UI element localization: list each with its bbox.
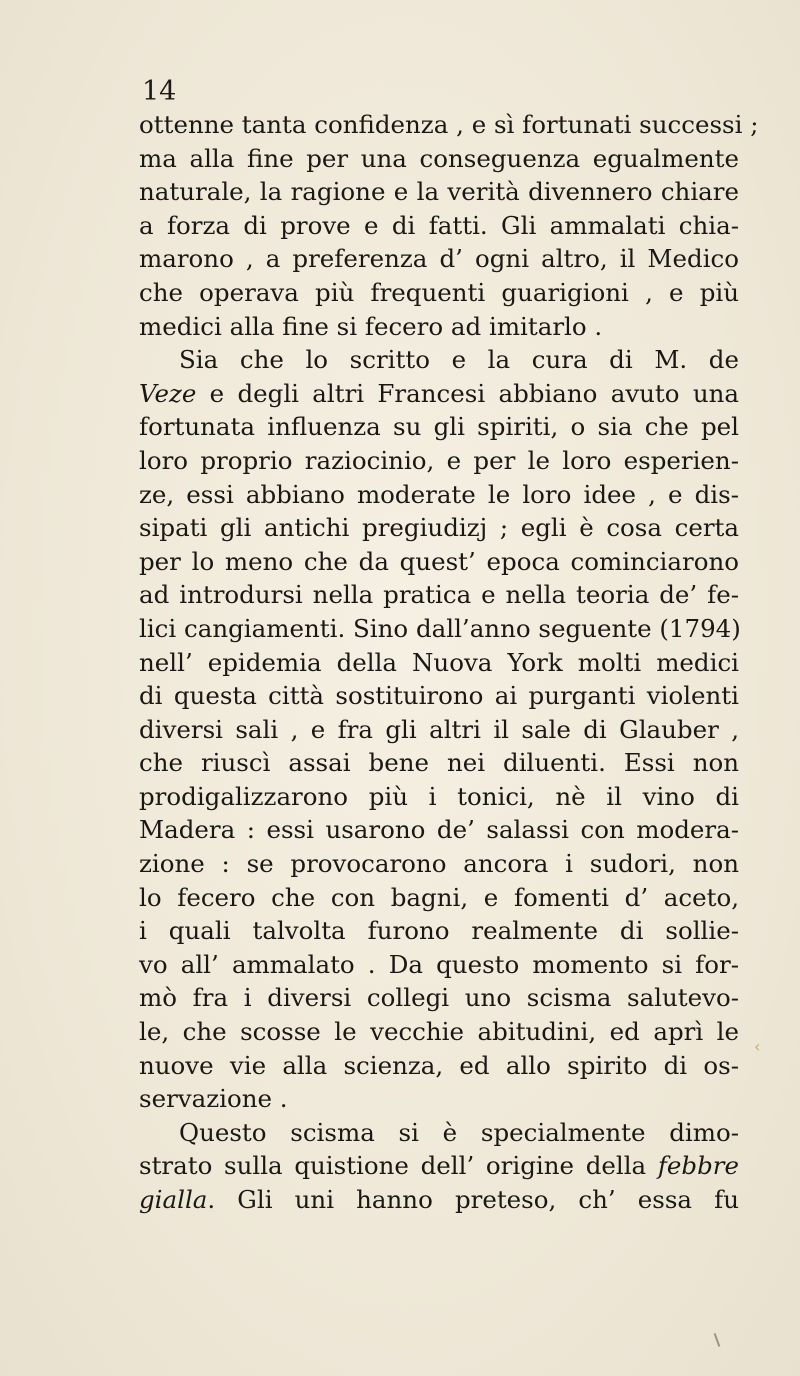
text-line: loro proprio raziocinio, e per le loro esperien- (139, 445, 739, 475)
text-line: Questo scisma si è specialmente dimo- (179, 1117, 739, 1147)
text-line: ottenne tanta confidenza , e sì fortunati successi ; (139, 110, 759, 139)
text-line: mò fra i diversi collegi uno scisma salutevo- (139, 983, 739, 1013)
text-line: medici alla fine si fecero ad imitarlo . (139, 311, 603, 341)
text-line: servazione . (139, 1084, 288, 1114)
text-line: marono , a preferenza d’ ogni altro, il Medico (139, 244, 739, 274)
text-line: che operava più frequenti guarigioni , e più (139, 277, 739, 307)
margin-ink-mark: ‹ (754, 1037, 761, 1056)
text-line: Veze e degli altri Francesi abbiano avuto una (139, 378, 739, 408)
text-line: vo all’ ammalato . Da questo momento si for- (139, 949, 739, 979)
text-line: Madera : essi usarono de’ salassi con modera- (139, 815, 739, 845)
text-line: Sia che lo scritto e la cura di M. de (179, 345, 739, 375)
body-text (139, 108, 759, 1217)
text-line: fortunata influenza su gli spiriti, o sia che pel (139, 412, 739, 442)
text-line: gialla. Gli uni hanno preteso, ch’ essa fu (139, 1185, 739, 1214)
page-number: 14 (142, 76, 177, 107)
text-line: lo fecero che con bagni, e fomenti d’ aceto, (139, 882, 739, 912)
text-line: sipati gli antichi pregiudizj ; egli è cosa certa (139, 513, 739, 543)
text-line: nuove vie alla scienza, ed allo spirito di os- (139, 1050, 739, 1080)
text-line: i quali talvolta furono realmente di sollie- (139, 916, 739, 946)
text-line: per lo meno che da quest’ epoca cominciarono (139, 546, 739, 576)
text-line: diversi sali , e fra gli altri il sale di Glauber , (139, 714, 739, 744)
text-line: ad introdursi nella pratica e nella teoria de’ fe- (139, 580, 739, 610)
text-line: zione : se provocarono ancora i sudori, non (139, 849, 739, 879)
text-line: naturale, la ragione e la verità divennero chiare (139, 177, 739, 207)
text-line: le, che scosse le vecchie abitudini, ed aprì le (139, 1017, 739, 1047)
text-line: lici cangiamenti. Sino dall’anno seguente (1794) (139, 613, 741, 643)
text-line: a forza di prove e di fatti. Gli ammalati chia- (139, 210, 739, 240)
text-line: di questa città sostituirono ai purganti violenti (139, 681, 739, 711)
text-line: strato sulla quistione dell’ origine della febbre (139, 1151, 739, 1181)
margin-pencil-mark (714, 1333, 721, 1347)
text-line: nell’ epidemia della Nuova York molti medici (139, 647, 739, 677)
text-line: ma alla fine per una conseguenza egualmente (139, 143, 739, 173)
text-line: prodigalizzarono più i tonici, nè il vino di (139, 781, 739, 811)
text-line: che riuscì assai bene nei diluenti. Essi non (139, 748, 739, 778)
text-line: ze, essi abbiano moderate le loro idee , e dis- (139, 479, 739, 509)
